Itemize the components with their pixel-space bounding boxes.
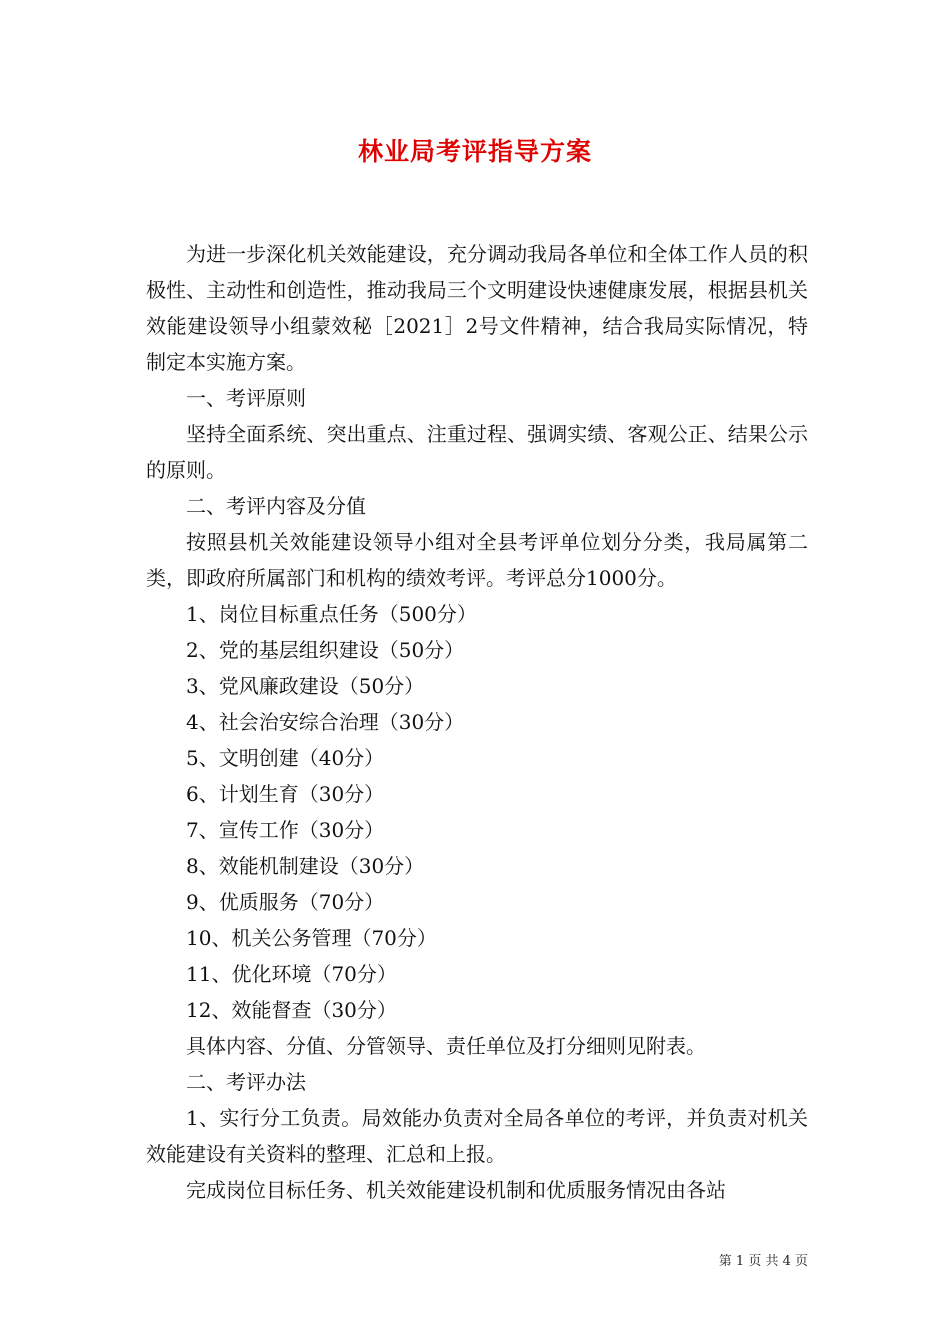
list-item: 7、宣传工作（30分） (186, 818, 385, 842)
list-item: 2、党的基层组织建设（50分） (186, 638, 465, 662)
list-item: 5、文明创建（40分） (186, 746, 385, 770)
page-number: 第 1 页 共 4 页 (718, 1254, 808, 1269)
list-item: 3、党风廉政建设（50分） (186, 674, 425, 698)
list-item: 6、计划生育（30分） (186, 782, 385, 806)
document-title: 林业局考评指导方案 (357, 137, 592, 166)
section-heading-methods: 二、考评办法 (186, 1070, 306, 1094)
list-item: 4、社会治安综合治理（30分） (186, 710, 465, 734)
items-note: 具体内容、分值、分管领导、责任单位及打分细则见附表。 (186, 1034, 706, 1058)
list-item: 9、优质服务（70分） (186, 890, 385, 914)
list-item: 8、效能机制建设（30分） (186, 854, 425, 878)
principles-paragraph: 坚持全面系统、突出重点、注重过程、强调实绩、客观公正、结果公示的原则。 (146, 422, 808, 482)
methods-paragraph: 1、实行分工负责。局效能办负责对全局各单位的考评，并负责对机关效能建设有关资料的整理、汇总和上报。 (146, 1106, 808, 1166)
methods-continued-paragraph: 完成岗位目标任务、机关效能建设机制和优质服务情况由各站 (186, 1178, 726, 1202)
section-heading-content: 二、考评内容及分值 (186, 494, 366, 518)
list-item: 1、岗位目标重点任务（500分） (186, 602, 477, 626)
section-heading-principles: 一、考评原则 (186, 386, 306, 410)
list-item: 12、效能督查（30分） (186, 998, 397, 1022)
document-body (146, 236, 808, 1208)
list-item: 11、优化环境（70分） (186, 962, 397, 986)
list-item: 10、机关公务管理（70分） (186, 926, 437, 950)
content-paragraph: 按照县机关效能建设领导小组对全县考评单位划分分类，我局属第二类，即政府所属部门和机构的绩效考评。考评总分1000分。 (146, 530, 808, 590)
intro-paragraph: 为进一步深化机关效能建设，充分调动我局各单位和全体工作人员的积极性、主动性和创造性，推动我局三个文明建设快速健康发展，根据县机关效能建设领导小组蒙效秘［2021］2号文件精神，结合我局实际情况，特制定本实施方案。 (146, 242, 808, 374)
